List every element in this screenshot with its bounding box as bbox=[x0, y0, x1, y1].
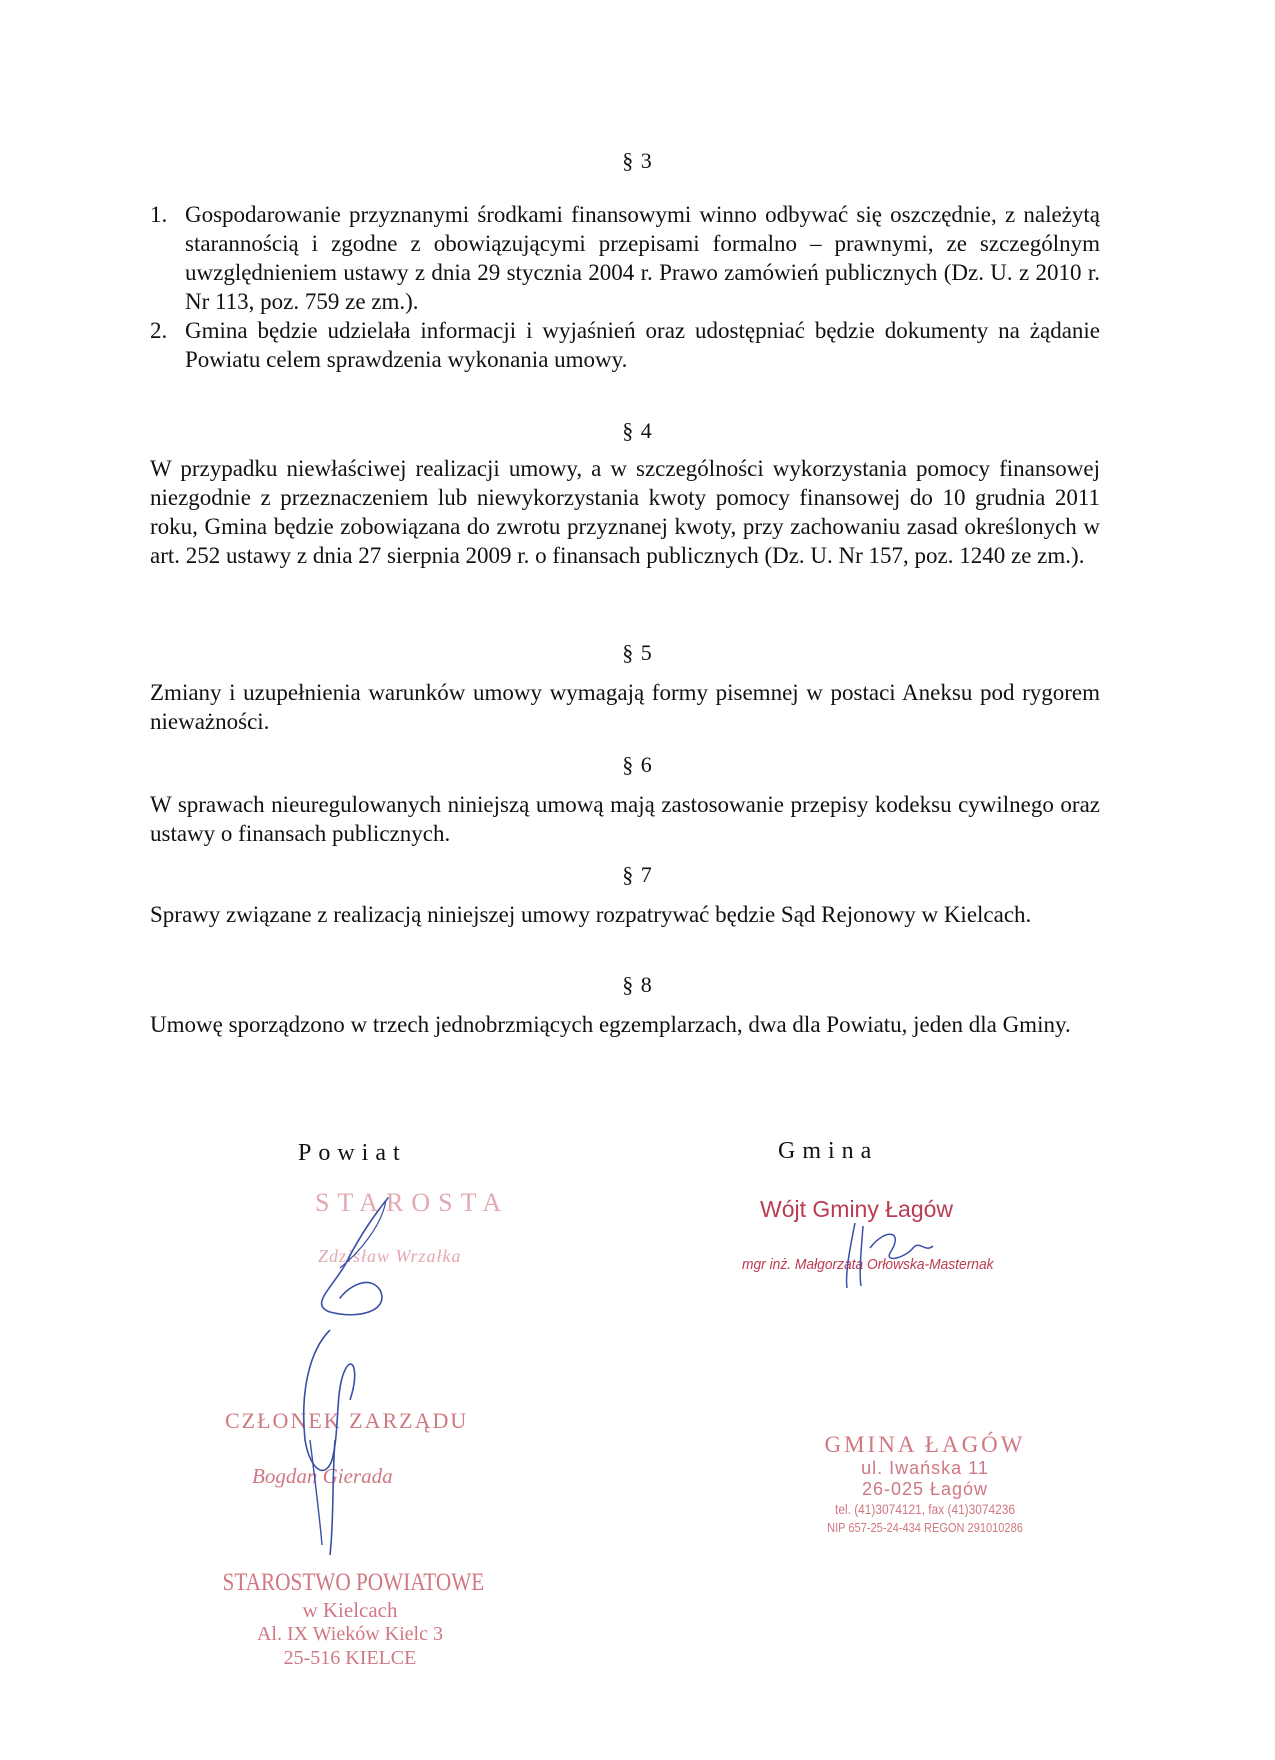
section-7-text: Sprawy związane z realizacją niniejszej umowy rozpatrywać będzie Sąd Rejonowy w Kielcach. bbox=[150, 902, 1032, 927]
item-text: Gmina będzie udzielała informacji i wyjaśnień oraz udostępniać będzie dokumenty na żądanie Powiatu celem sprawdzenia wykonania umowy. bbox=[185, 318, 1100, 372]
gmina-stamp-line-1: GMINA ŁAGÓW bbox=[824, 1432, 1026, 1457]
gmina-stamp-line-2: ul. Iwańska 11 bbox=[861, 1458, 989, 1478]
starosta-signature bbox=[300, 1190, 440, 1320]
wojt-stamp-name: mgr inż. Małgorzata Orłowska-Masternak bbox=[742, 1256, 994, 1273]
wojt-stamp-title: Wójt Gminy Łagów bbox=[760, 1196, 954, 1222]
gmina-label: Gmina bbox=[778, 1138, 879, 1164]
section-8-text: Umowę sporządzono w trzech jednobrzmiących egzemplarzach, dwa dla Powiatu, jeden dla Gminy. bbox=[150, 1012, 1071, 1037]
section-3-item-1 bbox=[150, 200, 1100, 316]
office-stamp-line-2: w Kielcach bbox=[302, 1598, 398, 1622]
section-3-heading: § 3 bbox=[622, 148, 653, 173]
starosta-stamp-name: Zdzisław Wrzałka bbox=[318, 1246, 462, 1266]
gmina-office-stamp bbox=[775, 1432, 1075, 1537]
member-signature bbox=[290, 1330, 370, 1560]
member-stamp-title: CZŁONEK ZARZĄDU bbox=[225, 1408, 469, 1433]
item-text: Gospodarowanie przyznanymi środkami finansowymi winno odbywać się oszczędnie, z należytą starannością i zgodne z obowiązującymi przepisami formalno – prawnymi, ze szczególnym uwzględnieniem ustawy z dnia 29 stycznia 2004 r. Prawo zamówień publicznych (Dz. U. z 2010 r. Nr 113, poz. 759 ze zm.). bbox=[185, 202, 1100, 314]
member-stamp-name: Bogdan Gierada bbox=[252, 1464, 393, 1488]
section-8-heading: § 8 bbox=[622, 972, 653, 997]
section-4-text: W przypadku niewłaściwej realizacji umowy, a w szczególności wykorzystania pomocy finansowej niezgodnie z przeznaczeniem lub niewykorzystania kwoty pomocy finansowej do 10 grudnia 2011 roku, Gmina będzie zobowiązana do zwrotu przyznanej kwoty, przy zachowaniu zasad określonych w art. 252 ustawy z dnia 27 sierpnia 2009 r. o finansach publicznych (Dz. U. Nr 157, poz. 1240 ze zm.). bbox=[150, 456, 1100, 568]
office-stamp-line-1: STAROSTWO POWIATOWE bbox=[222, 1569, 485, 1596]
gmina-stamp-line-4: tel. (41)3074121, fax (41)3074236 bbox=[835, 1501, 1015, 1517]
section-5-text: Zmiany i uzupełnienia warunków umowy wymagają formy pisemnej w postaci Aneksu pod rygorem nieważności. bbox=[150, 680, 1100, 734]
starostwo-office-stamp bbox=[200, 1568, 500, 1670]
section-7-heading: § 7 bbox=[622, 862, 653, 887]
section-5-heading: § 5 bbox=[622, 640, 653, 665]
section-6-heading: § 6 bbox=[622, 752, 653, 777]
office-stamp-line-4: 25-516 KIELCE bbox=[283, 1647, 417, 1669]
gmina-stamp-line-3: 26-025 Łagów bbox=[861, 1479, 989, 1499]
gmina-stamp-line-5: NIP 657-25-24-434 REGON 291010286 bbox=[827, 1520, 1023, 1535]
item-number: 1. bbox=[150, 202, 168, 227]
starosta-stamp-title: STAROSTA bbox=[315, 1188, 510, 1217]
office-stamp-line-3: Al. IX Wieków Kielc 3 bbox=[256, 1623, 443, 1645]
section-4-heading: § 4 bbox=[622, 418, 653, 443]
wojt-signature bbox=[835, 1218, 945, 1298]
powiat-label: Powiat bbox=[298, 1140, 407, 1166]
item-number: 2. bbox=[150, 318, 168, 343]
section-3-item-2 bbox=[150, 316, 1100, 374]
section-6-text: W sprawach nieuregulowanych niniejszą umową mają zastosowanie przepisy kodeksu cywilnego oraz ustawy o finansach publicznych. bbox=[150, 792, 1100, 846]
